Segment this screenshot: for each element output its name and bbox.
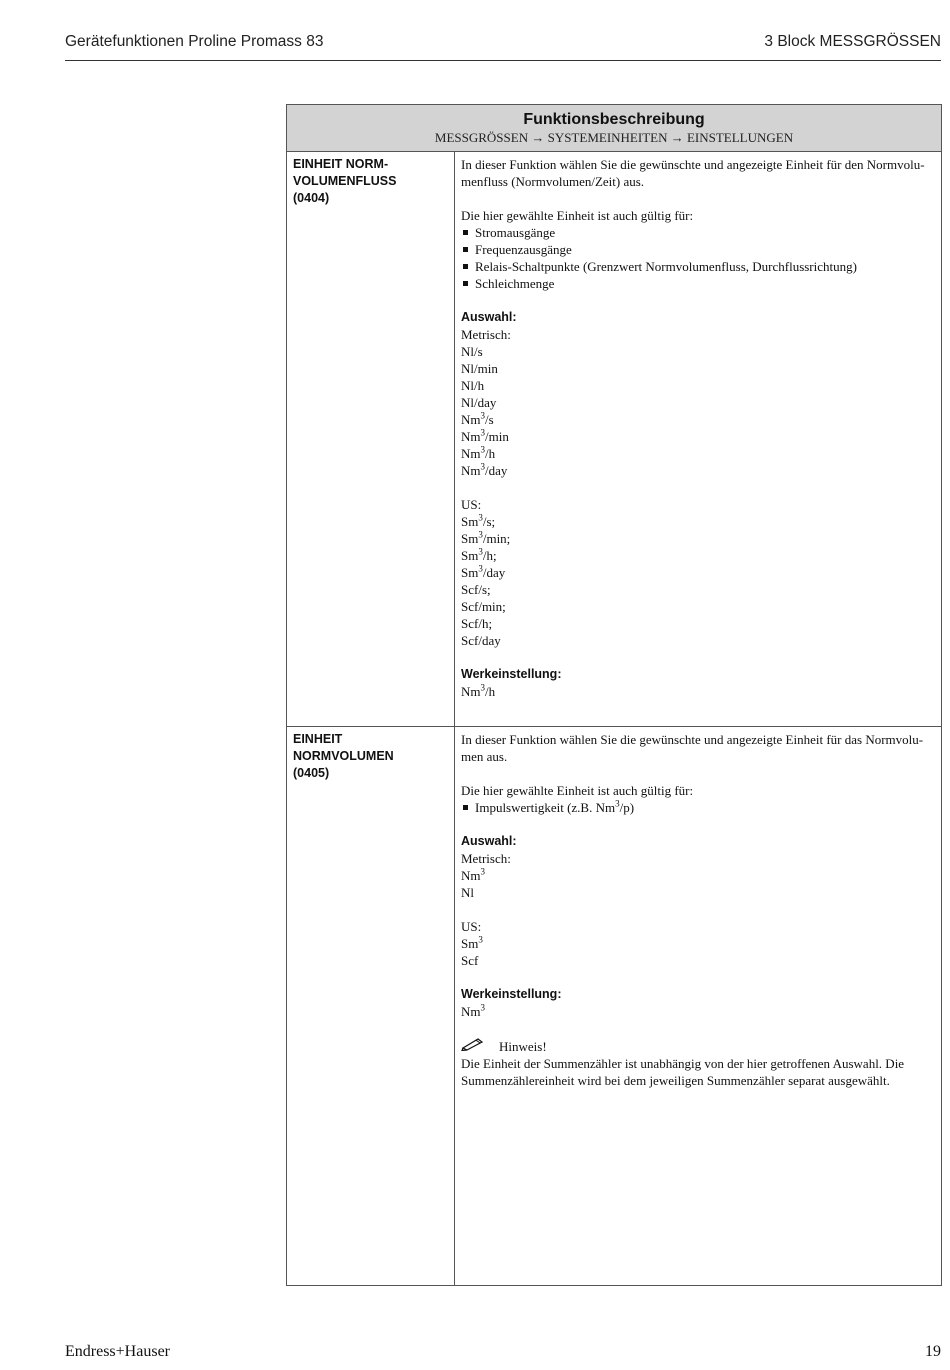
unit-option: Scf/min; — [461, 599, 506, 614]
unit-option: Scf — [461, 953, 479, 968]
table-title: Funktionsbeschreibung — [523, 111, 705, 128]
unit-option: Sm$^3$/s; — [461, 512, 496, 529]
function-name-line1: EINHEIT — [293, 732, 343, 746]
us-unit-list — [461, 935, 935, 969]
list-item: Relais-Schaltpunkte (Grenzwert Normvolumenfluss, Durchflussrichtung) — [461, 258, 935, 275]
function-table — [286, 104, 942, 1286]
default-value: Nm$^3$ — [461, 1002, 485, 1019]
unit-option: Sm$^3$/day — [461, 563, 506, 580]
auswahl-label: Auswahl: — [461, 834, 517, 848]
header-rule — [65, 60, 941, 61]
unit-option: Nl/s — [461, 344, 483, 359]
valid-label: Die hier gewählte Einheit ist auch gültig für: — [461, 783, 694, 798]
table-header — [287, 105, 941, 152]
function-name-cell — [287, 727, 455, 1286]
unit-option: Nl/h — [461, 378, 485, 393]
valid-label: Die hier gewählte Einheit ist auch gültig für: — [461, 208, 694, 223]
list-item: Stromausgänge — [461, 224, 935, 241]
running-header-title: Gerätefunktionen Proline Promass 83 — [65, 33, 324, 50]
valid-list — [461, 799, 935, 816]
valid-list — [461, 224, 935, 292]
running-header-section: 3 Block MESSGRÖSSEN — [764, 33, 941, 50]
page-number: 19 — [925, 1343, 941, 1360]
pencil-icon — [461, 1037, 487, 1055]
unit-option: Nl — [461, 885, 474, 900]
unit-option: Scf/h; — [461, 616, 493, 631]
default-label: Werkeinstellung: — [461, 987, 562, 1001]
auswahl-label: Auswahl: — [461, 310, 517, 324]
list-item: Impulswertigkeit (z.B. Nm$^3$/p) — [461, 799, 935, 816]
table-row-0404 — [287, 152, 941, 727]
unit-option: Nl/min — [461, 361, 498, 376]
metric-unit-list — [461, 343, 935, 479]
unit-option: Nm$^3$/h — [461, 444, 496, 461]
default-value: Nm$^3$/h — [461, 682, 496, 699]
table-row-0405 — [287, 727, 941, 1286]
menu-path: MESSGRÖSSEN → SYSTEMEINHEITEN → EINSTELLUNGEN — [434, 130, 794, 145]
function-code: (0404) — [293, 191, 330, 205]
intro-text: In dieser Funktion wählen Sie die gewünschte und angezeigte Einheit für das Normvolu-men aus. — [461, 732, 924, 764]
unit-option: Nm$^3$/day — [461, 461, 508, 478]
function-description-cell — [455, 152, 941, 726]
us-label: US: — [461, 497, 482, 512]
metric-label: Metrisch: — [461, 851, 511, 866]
note-title: Hinweis! — [499, 1038, 547, 1054]
function-name-line1: EINHEIT NORM- — [293, 157, 389, 171]
metric-unit-list — [461, 867, 935, 901]
function-name-line2: NORMVOLUMEN — [293, 749, 394, 763]
unit-option: Nm$^3$ — [461, 866, 485, 883]
list-item: Frequenzausgänge — [461, 241, 935, 258]
footer-brand: Endress+Hauser — [65, 1343, 170, 1360]
unit-option: Scf/day — [461, 633, 501, 648]
unit-option: Nl/day — [461, 395, 497, 410]
list-item: Schleichmenge — [461, 275, 935, 292]
unit-option: Sm$^3$/min; — [461, 529, 511, 546]
note-text: Die Einheit der Summenzähler ist unabhängig von der hier getroffenen Auswahl. Die Summenzählereinheit wird bei dem jeweiligen Summenzähler separat ausgewählt. — [461, 1056, 905, 1088]
unit-option: Sm$^3$ — [461, 934, 483, 951]
intro-text: In dieser Funktion wählen Sie die gewünschte und angezeigte Einheit für den Normvolu-menfluss (Normvolumen/Zeit) aus. — [461, 157, 925, 189]
function-description-cell — [455, 727, 941, 1286]
function-name-line2: VOLUMENFLUSS — [293, 174, 397, 188]
metric-label: Metrisch: — [461, 327, 511, 342]
unit-option: Scf/s; — [461, 582, 491, 597]
note-header — [461, 1037, 935, 1055]
unit-option: Nm$^3$/s — [461, 410, 494, 427]
function-code: (0405) — [293, 766, 330, 780]
default-label: Werkeinstellung: — [461, 667, 562, 681]
unit-option: Sm$^3$/h; — [461, 546, 497, 563]
function-name-cell — [287, 152, 455, 726]
us-label: US: — [461, 919, 482, 934]
us-unit-list — [461, 513, 935, 649]
unit-option: Nm$^3$/min — [461, 427, 509, 444]
